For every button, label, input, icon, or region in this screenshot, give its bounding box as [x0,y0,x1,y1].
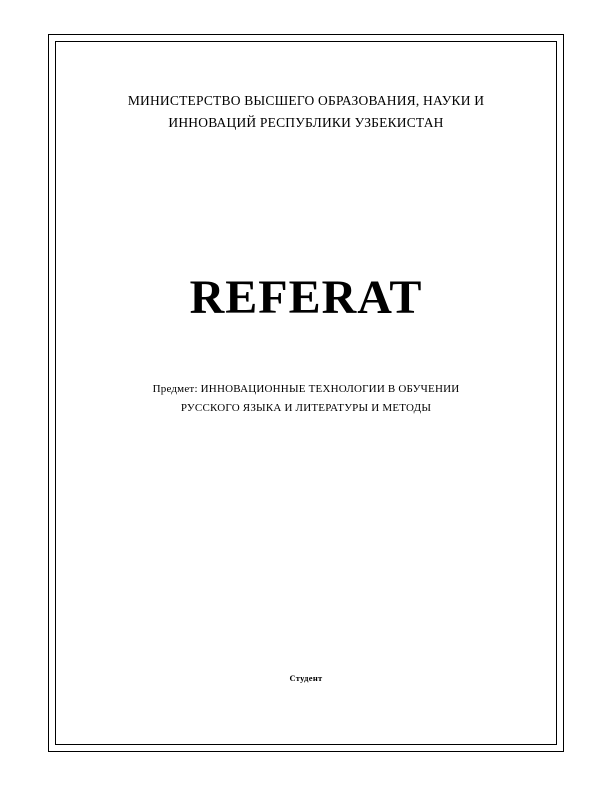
subject-line-1: ИННОВАЦИОННЫЕ ТЕХНОЛОГИИ В ОБУЧЕНИИ [200,383,460,395]
ministry-heading [70,90,542,134]
student-label: Студент [289,673,323,683]
subject-label: Предмет: [152,383,198,395]
page-content [70,55,542,731]
ministry-heading-line-1: МИНИСТЕРСТВО ВЫСШЕГО ОБРАЗОВАНИЯ, НАУКИ И [127,93,485,108]
subject-line-2: РУССКОГО ЯЗЫКА И ЛИТЕРАТУРЫ И МЕТОДЫ [180,402,432,414]
subject-block [70,380,542,418]
ministry-heading-line-2: ИННОВАЦИЙ РЕСПУБЛИКИ УЗБЕКИСТАН [168,115,444,130]
page-title: REFERAT [189,271,423,324]
